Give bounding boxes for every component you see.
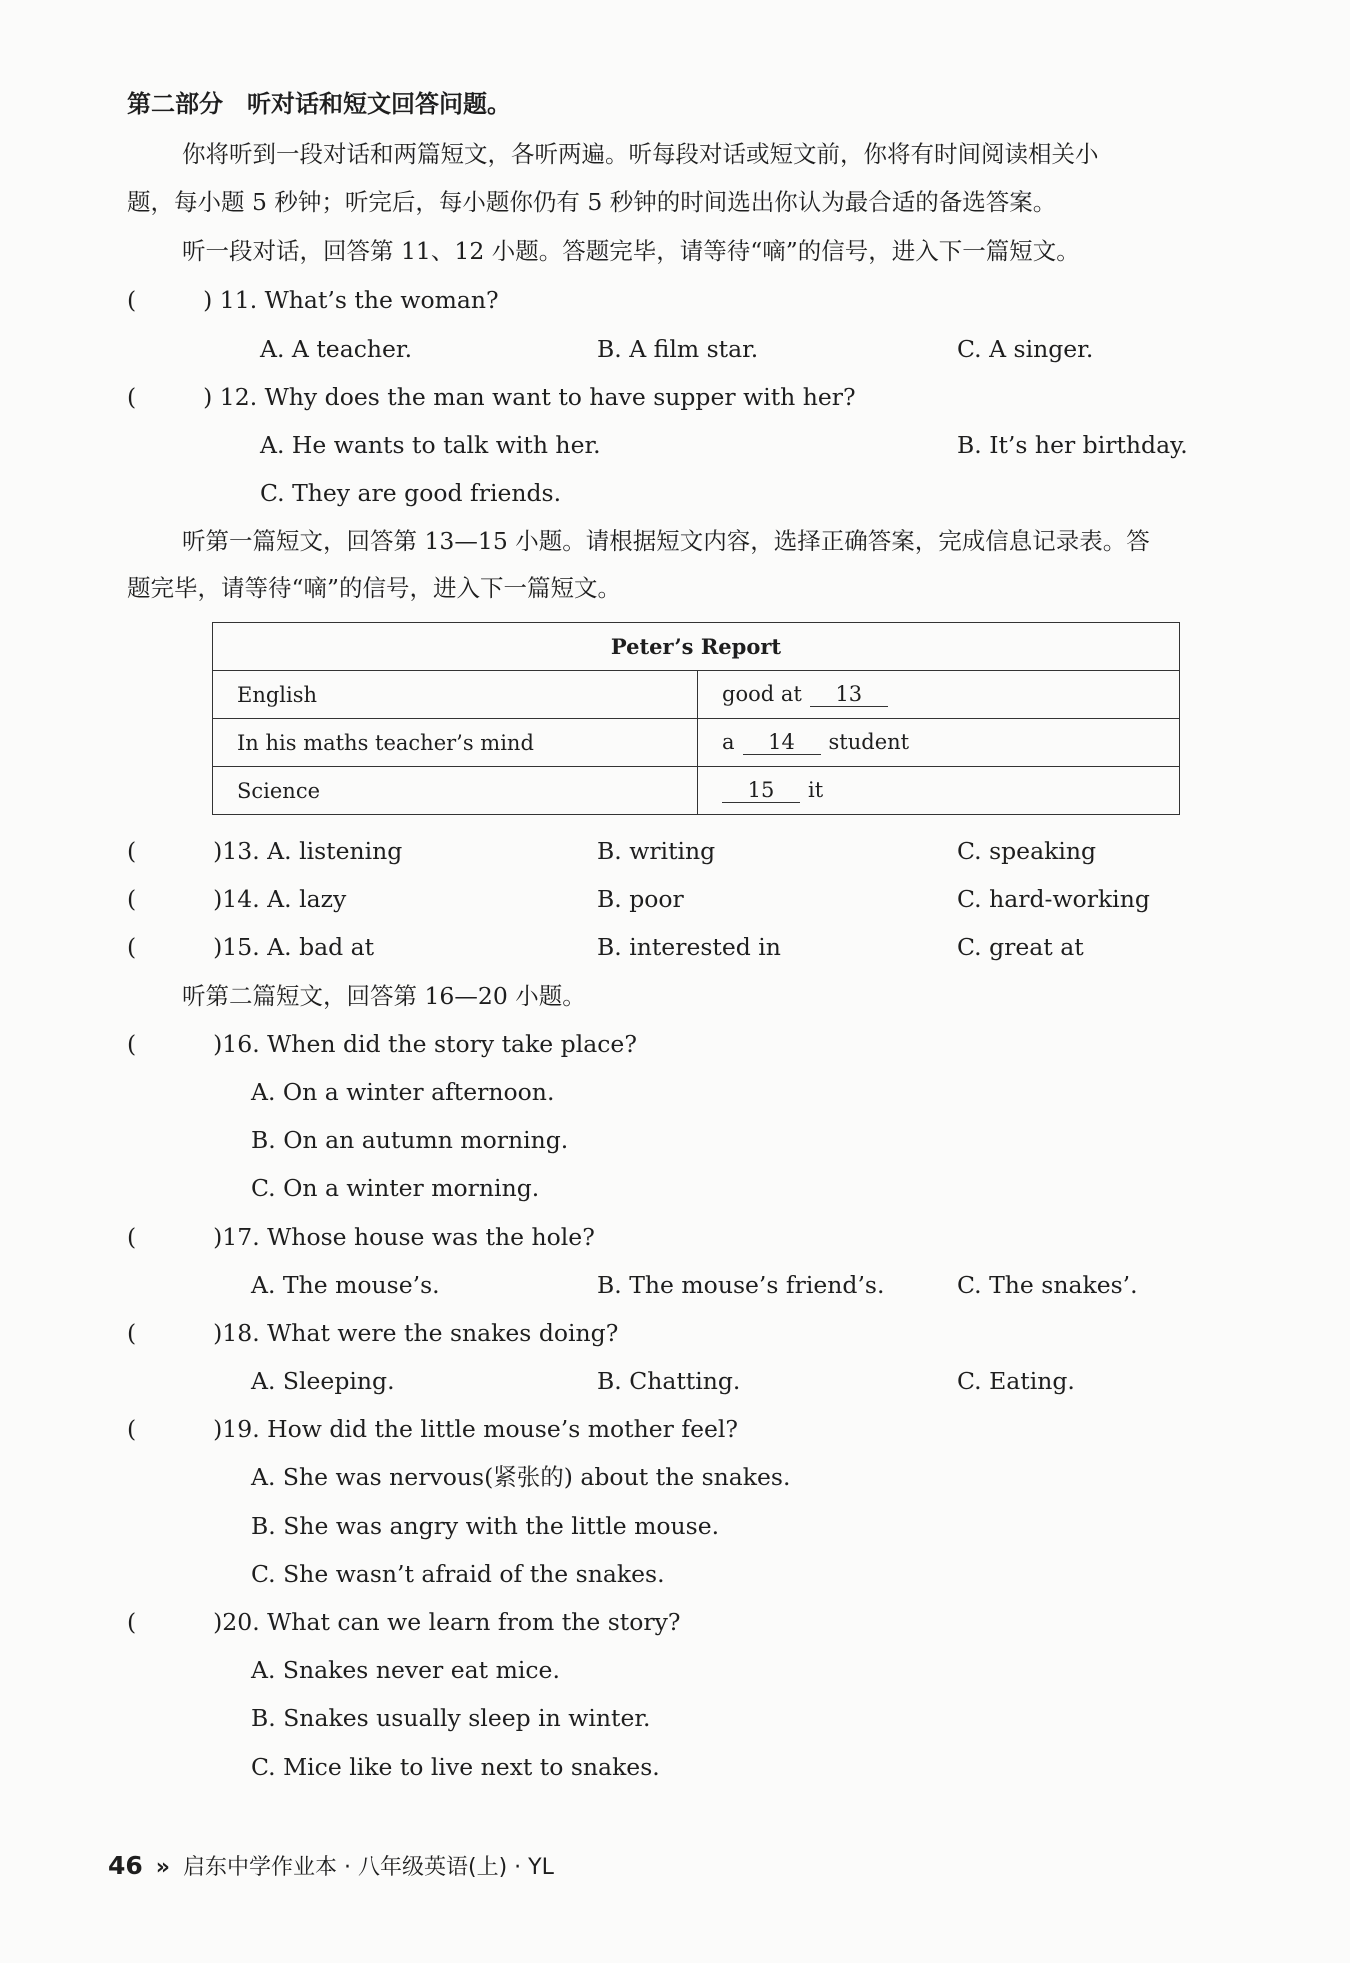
q12-option-a: A. He wants to talk with her. <box>260 431 601 459</box>
answer-paren-open: ( <box>127 286 137 314</box>
question-11 <box>127 284 499 316</box>
table-cell-value <box>698 767 1180 815</box>
q14-option-c: C. hard-working <box>957 885 1150 913</box>
q17-option-b: B. The mouse’s friend’s. <box>597 1271 885 1299</box>
cell-suffix: it <box>808 778 824 802</box>
q14-option-b: B. poor <box>597 885 684 913</box>
answer-paren-open: ( <box>127 383 137 411</box>
section-heading: 第二部分 听对话和短文回答问题。 <box>127 90 511 118</box>
q11-option-b: B. A film star. <box>597 335 759 363</box>
q18-option-a: A. Sleeping. <box>251 1367 395 1395</box>
fill-blank-13[interactable]: 13 <box>810 682 888 707</box>
q17-option-a: A. The mouse’s. <box>251 1271 440 1299</box>
answer-paren-open: ( <box>127 1223 137 1251</box>
question-12-text: 12. Why does the man want to have supper with her? <box>219 383 856 411</box>
question-15-text: )15. A. bad at <box>213 933 375 961</box>
cell-prefix: good at <box>722 682 802 706</box>
table-cell-value <box>698 671 1180 719</box>
book-title: 启东中学作业本 · 八年级英语(上) · YL <box>183 1855 554 1880</box>
q13-option-b: B. writing <box>597 837 716 865</box>
answer-paren-close: ) <box>203 286 213 314</box>
page-number: 46 <box>108 1851 143 1880</box>
table-cell-label: In his maths teacher’s mind <box>213 719 698 767</box>
answer-paren-open: ( <box>127 1030 137 1058</box>
table-row <box>213 719 1180 767</box>
q15-option-c: C. great at <box>957 933 1084 961</box>
fill-blank-15[interactable]: 15 <box>722 778 800 803</box>
q16-option-b: B. On an autumn morning. <box>251 1126 569 1154</box>
question-16-text: )16. When did the story take place? <box>213 1030 637 1058</box>
table-cell-value <box>698 719 1180 767</box>
question-11-text: 11. What’s the woman? <box>219 286 499 314</box>
q19-option-a: A. She was nervous(紧张的) about the snakes. <box>251 1463 791 1491</box>
page-footer <box>108 1850 554 1881</box>
table-row <box>213 671 1180 719</box>
question-17 <box>127 1221 595 1253</box>
q19-option-c: C. She wasn’t afraid of the snakes. <box>251 1560 665 1588</box>
answer-paren-close: ) <box>203 383 213 411</box>
question-15 <box>127 931 374 963</box>
q17-option-c: C. The snakes’. <box>957 1271 1138 1299</box>
q11-option-a: A. A teacher. <box>260 335 413 363</box>
report-table <box>212 622 1180 815</box>
question-18-text: )18. What were the snakes doing? <box>213 1319 619 1347</box>
answer-paren-open: ( <box>127 933 137 961</box>
report-table-title: Peter’s Report <box>213 623 1180 671</box>
passage-1-instruction-line-1: 听第一篇短文，回答第 13—15 小题。请根据短文内容，选择正确答案，完成信息记录表。答 <box>182 527 1150 555</box>
intro-text-line-2: 题，每小题 5 秒钟；听完后，每小题你仍有 5 秒钟的时间选出你认为最合适的备选答案。 <box>127 188 1057 216</box>
fill-blank-14[interactable]: 14 <box>743 730 821 755</box>
q20-option-b: B. Snakes usually sleep in winter. <box>251 1704 651 1732</box>
q15-option-b: B. interested in <box>597 933 781 961</box>
dialog-instruction: 听一段对话，回答第 11、12 小题。答题完毕，请等待“嘀”的信号，进入下一篇短文。 <box>182 237 1080 265</box>
intro-text-line-1: 你将听到一段对话和两篇短文，各听两遍。听每段对话或短文前，你将有时间阅读相关小 <box>182 140 1099 168</box>
q16-option-a: A. On a winter afternoon. <box>251 1078 555 1106</box>
question-14-text: )14. A. lazy <box>213 885 347 913</box>
q18-option-b: B. Chatting. <box>597 1367 741 1395</box>
question-19-text: )19. How did the little mouse’s mother feel? <box>213 1415 739 1443</box>
answer-paren-open: ( <box>127 837 137 865</box>
q19-option-b: B. She was angry with the little mouse. <box>251 1512 720 1540</box>
question-13 <box>127 835 402 867</box>
table-cell-label: English <box>213 671 698 719</box>
answer-paren-open: ( <box>127 1608 137 1636</box>
q20-option-a: A. Snakes never eat mice. <box>251 1656 560 1684</box>
question-20 <box>127 1606 680 1638</box>
answer-paren-open: ( <box>127 1319 137 1347</box>
question-14 <box>127 883 346 915</box>
q12-option-c: C. They are good friends. <box>260 479 562 507</box>
table-row <box>213 767 1180 815</box>
question-18 <box>127 1317 618 1349</box>
passage-1-instruction-line-2: 题完毕，请等待“嘀”的信号，进入下一篇短文。 <box>127 574 622 602</box>
question-19 <box>127 1413 738 1445</box>
passage-2-instruction: 听第二篇短文，回答第 16—20 小题。 <box>182 982 586 1010</box>
answer-paren-open: ( <box>127 1415 137 1443</box>
answer-paren-open: ( <box>127 885 137 913</box>
question-17-text: )17. Whose house was the hole? <box>213 1223 595 1251</box>
q11-option-c: C. A singer. <box>957 335 1094 363</box>
q16-option-c: C. On a winter morning. <box>251 1174 540 1202</box>
question-20-text: )20. What can we learn from the story? <box>213 1608 681 1636</box>
question-16 <box>127 1028 637 1060</box>
q13-option-c: C. speaking <box>957 837 1097 865</box>
q20-option-c: C. Mice like to live next to snakes. <box>251 1753 660 1781</box>
q18-option-c: C. Eating. <box>957 1367 1075 1395</box>
chevron-right-icon: » <box>155 1855 171 1880</box>
cell-suffix: student <box>828 730 910 754</box>
question-12 <box>127 381 856 413</box>
table-cell-label: Science <box>213 767 698 815</box>
q12-option-b: B. It’s her birthday. <box>957 431 1188 459</box>
question-13-text: )13. A. listening <box>213 837 403 865</box>
cell-prefix: a <box>722 730 735 754</box>
